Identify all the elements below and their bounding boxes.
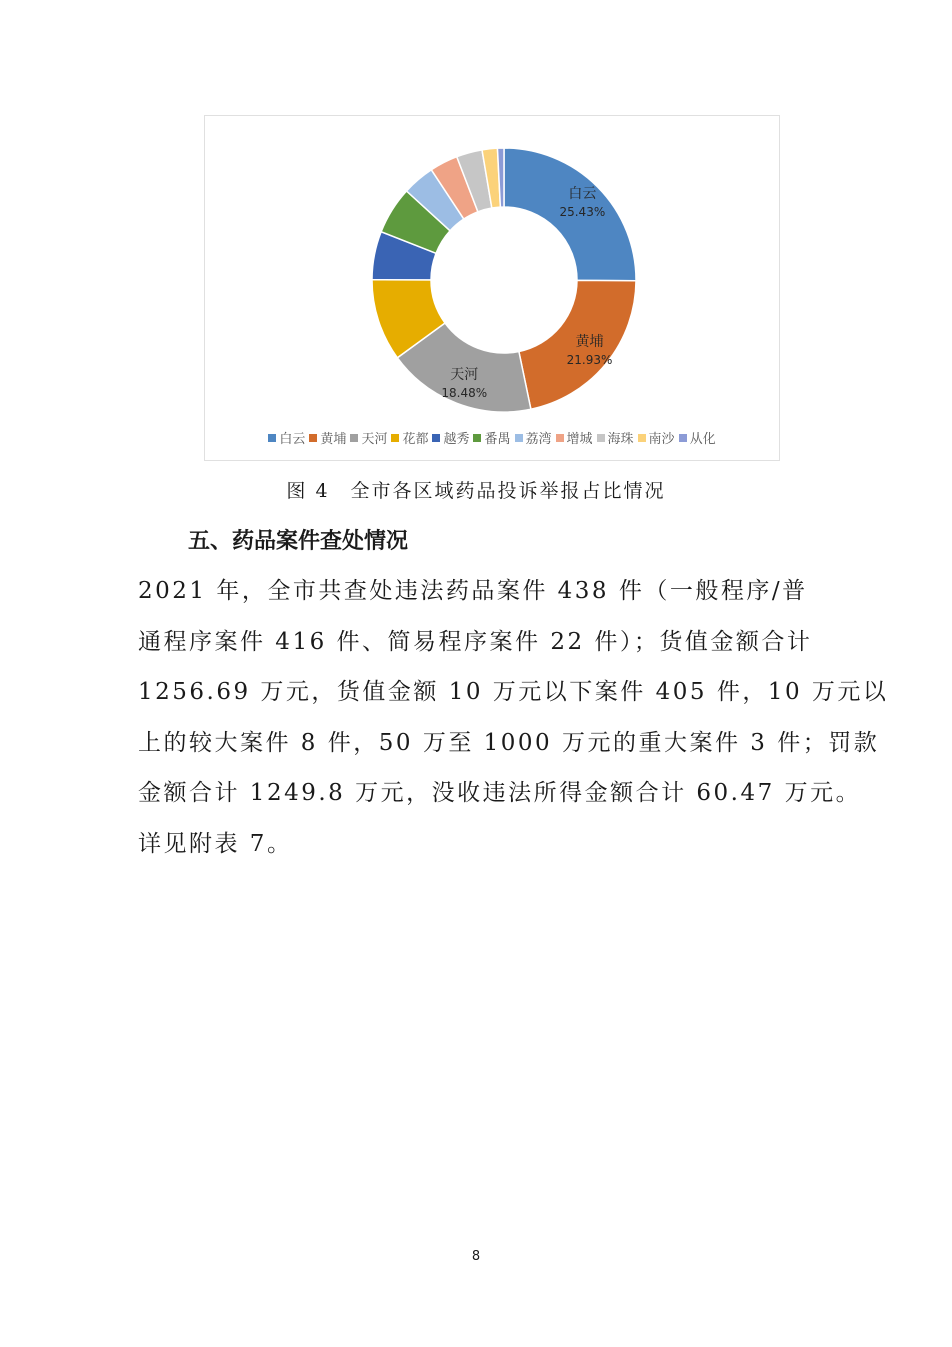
paragraph-line: 通程序案件 416 件、简易程序案件 22 件）；货值金额合计 (138, 628, 813, 655)
figure-caption: 图 4 全市各区域药品投诉举报占比情况 (286, 480, 666, 502)
data-label-category: 天河 (450, 367, 479, 384)
legend-label: 从化 (689, 432, 716, 447)
data-label-percent: 18.48% (441, 386, 488, 401)
body-paragraph (138, 566, 889, 869)
legend-label: 白云 (279, 432, 306, 447)
paragraph-line: 金额合计 1249.8 万元，没收违法所得金额合计 60.47 万元。 (138, 780, 862, 806)
legend-item (556, 428, 593, 447)
legend-swatch (473, 434, 481, 442)
legend-swatch (597, 434, 605, 442)
legend-label: 天河 (361, 432, 388, 447)
legend-swatch (391, 434, 399, 442)
legend-swatch (432, 434, 440, 442)
legend-swatch (638, 434, 646, 442)
legend-swatch (268, 434, 276, 442)
paragraph-line: 1256.69 万元，货值金额 10 万元以下案件 405 件，10 万元以 (138, 679, 889, 705)
legend-item (597, 428, 634, 447)
legend-item (473, 428, 510, 447)
legend-label: 南沙 (648, 432, 675, 447)
data-label-category: 黄埔 (575, 333, 604, 350)
section-heading: 五、药品案件查处情况 (188, 529, 409, 554)
legend-label: 增城 (566, 432, 593, 447)
data-label-category: 白云 (568, 186, 597, 203)
legend-item (679, 428, 716, 447)
legend-item (515, 428, 552, 447)
legend-swatch (309, 434, 317, 442)
page-number: 8 (471, 1249, 481, 1264)
legend-item (432, 428, 469, 447)
legend-item (391, 428, 428, 447)
legend-swatch (515, 434, 523, 442)
legend-label: 越秀 (443, 432, 470, 447)
legend-swatch (556, 434, 564, 442)
data-label-percent: 25.43% (559, 205, 606, 220)
legend-swatch (350, 434, 358, 442)
donut-chart-svg (205, 116, 781, 462)
legend-label: 黄埔 (320, 432, 347, 447)
legend-item (638, 428, 675, 447)
legend-swatch (679, 434, 687, 442)
paragraph-line: 2021 年，全市共查处违法药品案件 438 件（一般程序/普 (138, 578, 808, 604)
donut-chart (204, 115, 780, 461)
chart-legend (205, 428, 779, 447)
legend-label: 番禺 (484, 432, 511, 447)
legend-item (268, 428, 305, 447)
legend-label: 海珠 (607, 432, 634, 447)
legend-label: 荔湾 (525, 432, 552, 447)
legend-label: 花都 (402, 432, 429, 447)
legend-item (350, 428, 387, 447)
paragraph-line: 详见附表 7。 (138, 830, 293, 857)
data-label-percent: 21.93% (566, 352, 613, 367)
paragraph-line: 上的较大案件 8 件，50 万至 1000 万元的重大案件 3 件；罚款 (138, 729, 880, 756)
legend-item (309, 428, 346, 447)
